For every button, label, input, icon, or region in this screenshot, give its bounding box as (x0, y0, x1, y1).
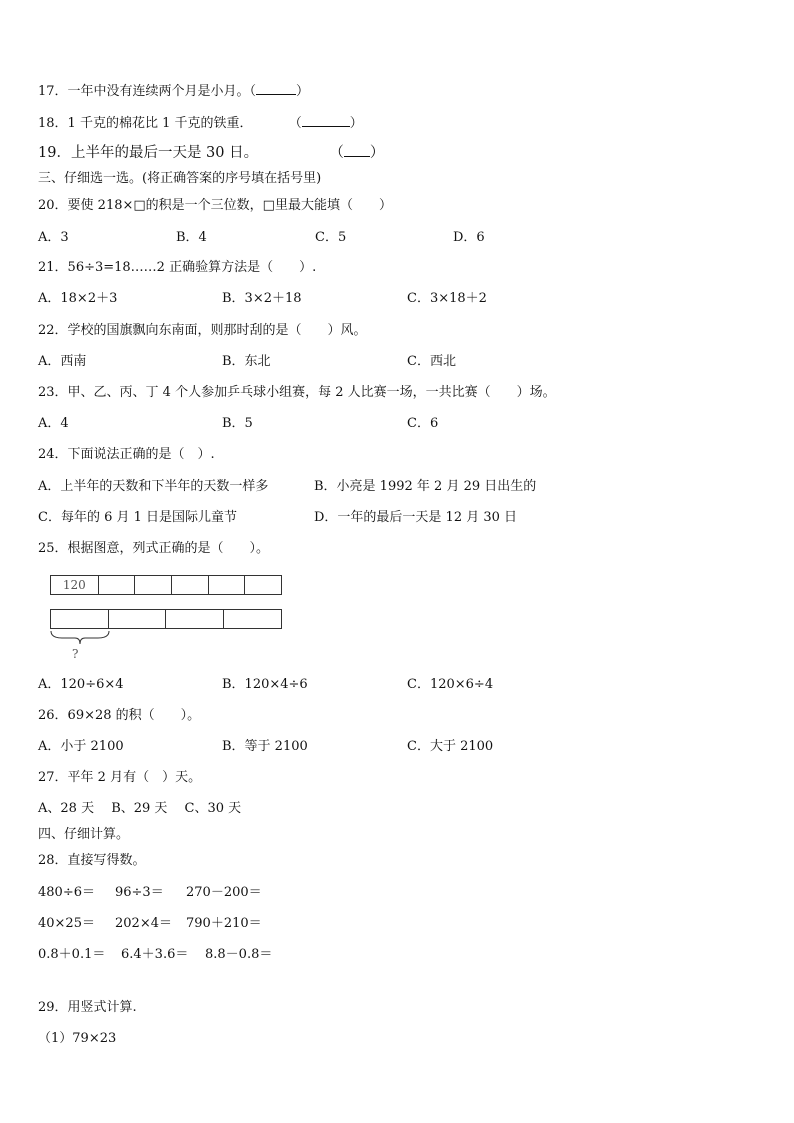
bar-cell (209, 576, 246, 594)
option-b[interactable]: B．5 (222, 416, 253, 431)
bar-cell (245, 576, 281, 594)
option-a[interactable]: A．上半年的天数和下半年的天数一样多 (38, 479, 269, 494)
bar-cell (109, 610, 167, 628)
answer-blank[interactable] (302, 114, 350, 127)
question-29-item-1: （1）79×23 (38, 1031, 117, 1046)
brace-label: ? (72, 647, 79, 661)
question-19-close: ） (369, 145, 385, 161)
option-c[interactable]: C．3×18＋2 (407, 291, 487, 306)
option-c[interactable]: C．每年的 6 月 1 日是国际儿童节 (38, 510, 238, 525)
calc-item: 790＋210＝ (186, 916, 262, 931)
calc-item: 6.4＋3.6＝ (121, 947, 189, 962)
calc-item: 0.8＋0.1＝ (38, 947, 106, 962)
option-b[interactable]: B．3×2＋18 (222, 291, 302, 306)
bar-cell (172, 576, 209, 594)
option-b[interactable]: B．小亮是 1992 年 2 月 29 日出生的 (314, 479, 537, 494)
question-18-open: （ (288, 116, 302, 131)
top-bar (50, 575, 282, 595)
option-c[interactable]: C．120×6÷4 (407, 677, 494, 692)
calc-item: 8.8－0.8＝ (205, 947, 273, 962)
bar-cell-labeled: 120 (51, 576, 99, 594)
brace-icon (50, 630, 112, 648)
question-18-text: 18．1 千克的棉花比 1 千克的铁重． (38, 116, 253, 131)
option-c[interactable]: C．6 (407, 416, 439, 431)
bottom-bar (50, 609, 282, 629)
option-c[interactable]: C．大于 2100 (407, 739, 494, 754)
question-22-stem: 22．学校的国旗飘向东南面，则那时刮的是（ ）风。 (38, 323, 367, 338)
answer-blank[interactable] (344, 144, 370, 157)
segment-diagram (50, 575, 290, 667)
option-b[interactable]: B．东北 (222, 354, 271, 369)
bar-cell (224, 610, 282, 628)
option-c[interactable]: C．5 (315, 230, 347, 245)
question-19-text: 19．上半年的最后一天是 30 日。 (38, 145, 259, 161)
calc-item: 202×4＝ (115, 916, 172, 931)
question-20-stem: 20．要使 218×□的积是一个三位数，□里最大能填（ ） (38, 198, 392, 213)
question-27-stem: 27．平年 2 月有（ ）天。 (38, 770, 202, 785)
question-28-stem: 28．直接写得数。 (38, 853, 146, 868)
option-b[interactable]: B．120×4÷6 (222, 677, 308, 692)
option-b[interactable]: B．4 (176, 230, 207, 245)
option-c[interactable]: C．西北 (407, 354, 456, 369)
bar-cell (51, 610, 109, 628)
option-a[interactable]: A．18×2＋3 (38, 291, 118, 306)
question-17-text: 17．一年中没有连续两个月是小月。（ (38, 84, 257, 99)
option-a[interactable]: A．4 (38, 416, 69, 431)
question-27-options[interactable]: A、28 天 B、29 天 C、30 天 (38, 801, 242, 816)
option-d[interactable]: D．6 (453, 230, 485, 245)
option-a[interactable]: A．3 (38, 230, 69, 245)
calc-item: 96÷3＝ (115, 885, 164, 900)
question-19 (38, 144, 384, 162)
question-21-stem: 21．56÷3=18……2 正确验算方法是（ ）. (38, 260, 317, 275)
question-29-stem: 29．用竖式计算. (38, 1000, 137, 1015)
option-a[interactable]: A．小于 2100 (38, 739, 124, 754)
question-17-close: ） (296, 84, 310, 99)
question-19-open: （ (329, 145, 344, 161)
bar-cell (166, 610, 224, 628)
section-3-heading: 三、仔细选一选。(将正确答案的序号填在括号里) (38, 171, 322, 186)
option-d[interactable]: D．一年的最后一天是 12 月 30 日 (314, 510, 518, 525)
question-17 (38, 82, 309, 101)
question-24-stem: 24．下面说法正确的是（ ）. (38, 447, 215, 462)
bar-cell (99, 576, 136, 594)
question-18-close: ） (349, 116, 363, 131)
option-b[interactable]: B．等于 2100 (222, 739, 308, 754)
question-25-stem: 25．根据图意，列式正确的是（ ）。 (38, 541, 270, 556)
question-23-stem: 23．甲、乙、丙、丁 4 个人参加乒乓球小组赛，每 2 人比赛一场，一共比赛（ ）场。 (38, 385, 556, 400)
question-26-stem: 26．69×28 的积（ ）。 (38, 708, 201, 723)
calc-item: 270－200＝ (186, 885, 262, 900)
option-a[interactable]: A．120÷6×4 (38, 677, 124, 692)
answer-blank[interactable] (256, 82, 296, 95)
section-4-heading: 四、仔细计算。 (38, 827, 130, 842)
bar-cell (135, 576, 172, 594)
calc-item: 40×25＝ (38, 916, 95, 931)
question-18 (38, 114, 363, 133)
option-a[interactable]: A．西南 (38, 354, 87, 369)
calc-item: 480÷6＝ (38, 885, 95, 900)
